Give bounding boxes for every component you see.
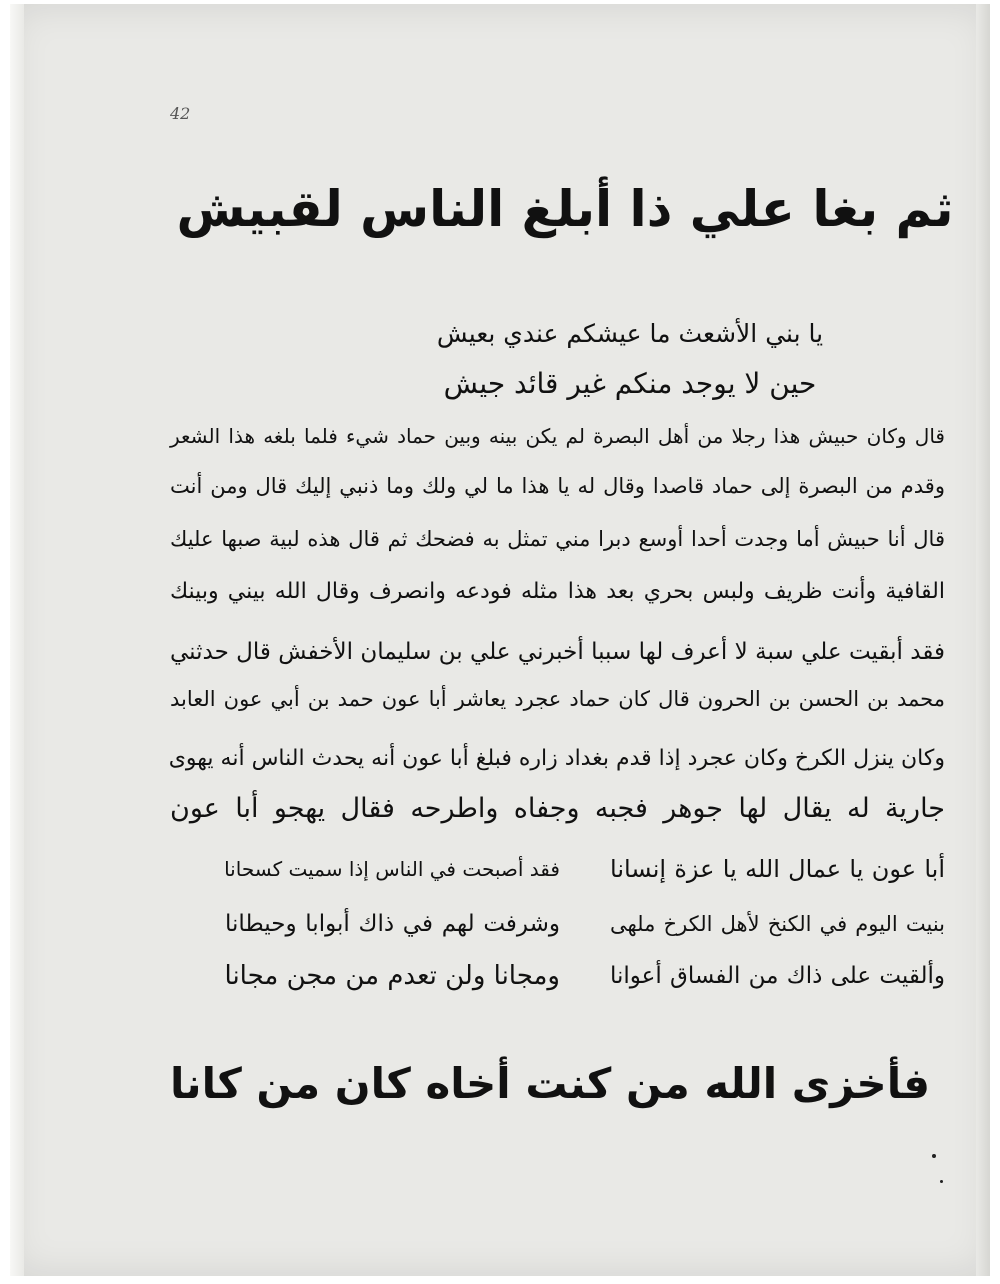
prose-line: القافية وأنت ظريف ولبس بحري بعد هذا مثله فودعه وانصرف وقال الله بيني وبينك — [170, 579, 945, 604]
prose-line: محمد بن الحسن بن الحرون قال كان حماد عجرد يعاشر أبا عون حمد بن أبي عون العابد — [170, 687, 945, 711]
prose-line: وقدم من البصرة إلى حماد قاصدا وقال له يا هذا ما لي ولك وما ذنبي إليك قال ومن أنت — [170, 474, 945, 498]
intro-verse-2: حين لا يوجد منكم غير قائد جيش — [443, 367, 817, 400]
intro-verse-1: يا بني الأشعث ما عيشكم عندي بعيش — [436, 319, 824, 348]
poem-hemistich-left: وشرفت لهم في ذاك أبوابا وحيطانا — [225, 911, 560, 937]
ink-speck — [932, 1154, 936, 1158]
poem-hemistich-right: بنيت اليوم في الكنخ لأهل الكرخ ملهى — [610, 912, 945, 936]
prose-line: فقد أبقيت علي سبة لا أعرف لها سببا أخبرني علي بن سليمان الأخفش قال حدثني — [170, 639, 945, 665]
manuscript-page — [10, 4, 990, 1276]
poem-hemistich-right: وألقيت على ذاك من الفساق أعوانا — [610, 963, 945, 989]
poem-hemistich-left: فقد أصبحت في الناس إذا سميت كسحانا — [224, 857, 560, 881]
prose-line: وكان ينزل الكرخ وكان عجرد إذا قدم بغداد زاره فبلغ أبا عون أنه يحدث الناس أنه يهوى — [168, 746, 945, 771]
page-edge-left — [10, 4, 24, 1276]
poem-hemistich-right: أبا عون يا عمال الله يا عزة إنسانا — [610, 855, 945, 883]
heading-top: ثم بغا علي ذا أبلغ الناس لقبيش — [176, 180, 954, 238]
page-edge-right — [976, 4, 990, 1276]
prose-line: جارية له يقال لها جوهر فجبه وجفاه واطرحه فقال يهجو أبا عون — [170, 793, 945, 824]
prose-line: قال أنا حبيش أما وجدت أحدا أوسع دبرا مني تمثل به فضحك ثم قال هذه لبية صبها عليك — [170, 527, 945, 551]
ink-speck — [940, 1180, 943, 1183]
prose-line: قال وكان حبيش هذا رجلا من أهل البصرة لم يكن بينه وبين حماد شيء فلما بلغه هذا الشعر — [170, 424, 945, 448]
folio-number: 42 — [170, 104, 191, 123]
poem-hemistich-left: ومجانا ولن تعدم من مجن مجانا — [224, 961, 560, 991]
heading-bottom: فأخزى الله من كنت أخاه كان من كانا — [170, 1059, 930, 1108]
